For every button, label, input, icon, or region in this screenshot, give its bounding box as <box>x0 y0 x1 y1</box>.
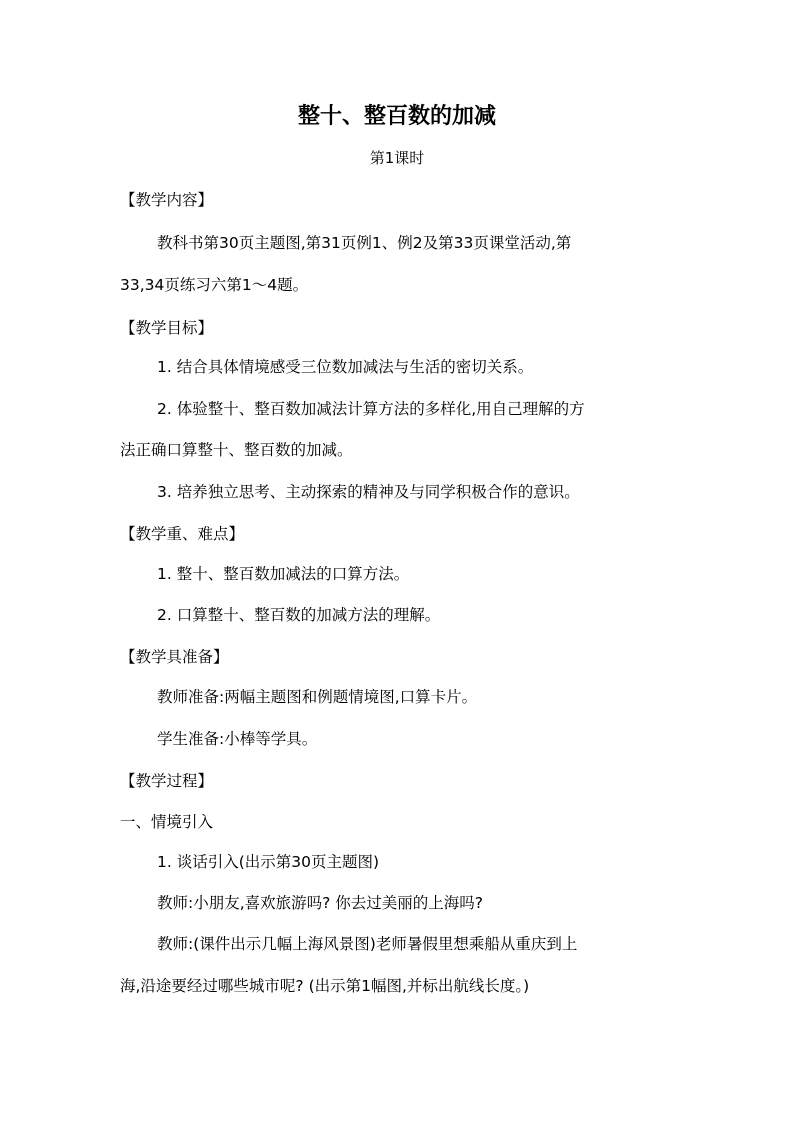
content-heading: 【教学内容】 <box>120 191 214 209</box>
goal-item-2-line1: 2. 体验整十、整百数加减法计算方法的多样化,用自己理解的方 <box>157 400 585 418</box>
goal-item-2-line2: 法正确口算整十、整百数的加减。 <box>120 441 353 459</box>
step-1: 1. 谈话引入(出示第30页主题图) <box>157 853 380 871</box>
dialog-2-line2: 海,沿途要经过哪些城市呢? (出示第1幅图,并标出航线长度。) <box>120 977 530 995</box>
page-subtitle: 第1课时 <box>369 149 425 167</box>
dialog-2-line1: 教师:(课件出示几幅上海风景图)老师暑假里想乘船从重庆到上 <box>157 935 578 953</box>
goal-item-3: 3. 培养独立思考、主动探索的精神及与同学积极合作的意识。 <box>157 483 580 501</box>
tools-heading: 【教学具准备】 <box>120 648 229 666</box>
tools-teacher: 教师准备:两幅主题图和例题情境图,口算卡片。 <box>157 688 478 706</box>
key-point-2: 2. 口算整十、整百数的加减方法的理解。 <box>157 606 441 624</box>
content-paragraph-line2: 33,34页练习六第1～4题。 <box>120 276 309 294</box>
process-heading: 【教学过程】 <box>120 772 214 790</box>
page-title: 整十、整百数的加减 <box>297 104 496 129</box>
goals-heading: 【教学目标】 <box>120 319 214 337</box>
key-point-1: 1. 整十、整百数加减法的口算方法。 <box>157 565 410 583</box>
section-heading-1: 一、情境引入 <box>120 813 214 831</box>
tools-student: 学生准备:小棒等学具。 <box>157 730 318 748</box>
content-paragraph-line1: 教科书第30页主题图,第31页例1、例2及第33页课堂活动,第 <box>157 234 572 252</box>
dialog-1: 教师:小朋友,喜欢旅游吗? 你去过美丽的上海吗? <box>157 894 484 912</box>
key-points-heading: 【教学重、难点】 <box>120 525 245 543</box>
goal-item-1: 1. 结合具体情境感受三位数加减法与生活的密切关系。 <box>157 358 534 376</box>
